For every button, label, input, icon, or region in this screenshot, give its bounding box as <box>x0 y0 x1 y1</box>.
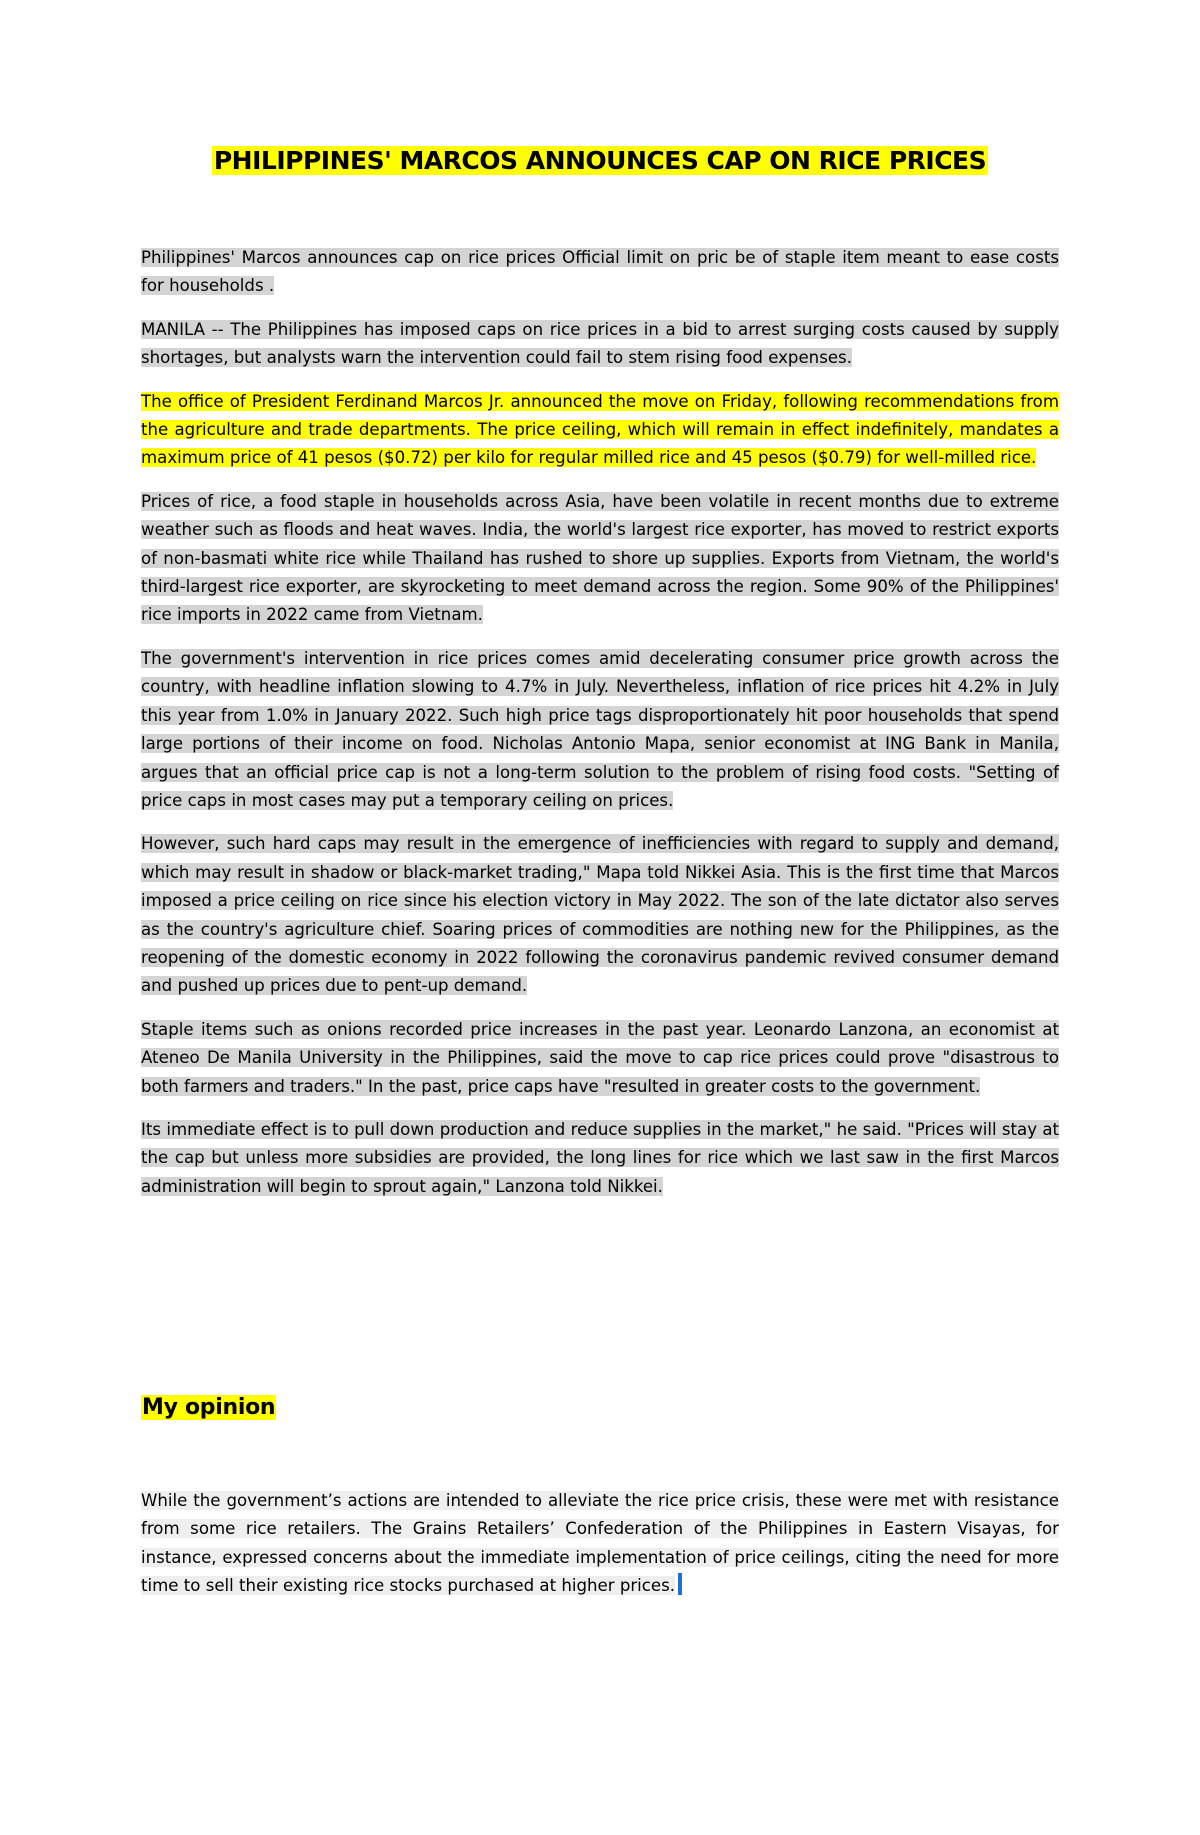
paragraph-text: The government's intervention in rice prices comes amid decelerating consumer price growth across the country, with headline inflation slowing to 4.7% in July. Nevertheless, inflation of rice prices hit 4.2% in July this year from 1.0% in January 2022. Such high price tags disproportionately hit poor households that spend large portions of their income on food. Nicholas Antonio Mapa, senior economist at ING Bank in Manila, argues that an official price cap is not a long-term solution to the problem of rising food costs. "Setting of price caps in most cases may put a temporary ceiling on prices. <box>141 648 1059 810</box>
opinion-section[interactable] <box>141 1487 1059 1616</box>
paragraph-text: Philippines' Marcos announces cap on rice prices Official limit on pric be of staple item meant to ease costs for households . <box>141 248 1059 296</box>
document-title-text: PHILIPPINES' MARCOS ANNOUNCES CAP ON RICE PRICES <box>213 146 987 175</box>
paragraph-text: Its immediate effect is to pull down production and reduce supplies in the market," he said. "Prices will stay at the cap but unless more subsidies are provided, the long lines for rice which we last saw in the first Marcos administration will begin to sprout again," Lanzona told Nikkei. <box>141 1119 1059 1196</box>
paragraph-text: MANILA -- The Philippines has imposed caps on rice prices in a bid to arrest surging costs caused by supply shortages, but analysts warn the intervention could fail to stem rising food expenses. <box>141 319 1059 368</box>
paragraph-summary <box>141 244 1059 301</box>
paragraph-text: Staple items such as onions recorded price increases in the past year. Leonardo Lanzona, an economist at Ateneo De Manila University in the Philippines, said the move to cap rice prices could prove "disastrous to both farmers and traders." In the past, price caps have "resulted in greater costs to the government. <box>141 1019 1059 1096</box>
paragraph-staple-items <box>141 1016 1059 1101</box>
paragraph-text: Prices of rice, a food staple in households across Asia, have been volatile in recent months due to extreme weather such as floods and heat waves. India, the world's largest rice exporter, has moved to restrict exports of non-basmati white rice while Thailand has rushed to shore up supplies. Exports from Vietnam, the world's third-largest rice exporter, are skyrocketing to meet demand across the region. Some 90% of the Philippines' rice imports in 2022 came from Vietnam. <box>141 491 1059 625</box>
paragraph-government-intervention <box>141 645 1059 815</box>
opinion-heading-text: My opinion <box>142 1395 276 1420</box>
paragraph-hard-caps <box>141 830 1059 1000</box>
opinion-heading <box>141 1393 276 1423</box>
paragraph-president-office <box>141 388 1059 473</box>
opinion-paragraph-text: While the government’s actions are intended to alleviate the rice price crisis, these were met with resistance from some rice retailers. The Grains Retailers’ Confederation of the Philippines in Eastern Visayas, for instance, expressed concerns about the immediate implementation of price ceilings, citing the need for more time to sell their existing rice stocks purchased at higher prices. <box>141 1491 1059 1596</box>
paragraph-text: However, such hard caps may result in the emergence of inefficiencies with regard to supply and demand, which may result in shadow or black-market trading," Mapa told Nikkei Asia. This is the first time that Marcos imposed a price ceiling on rice since his election victory in May 2022. The son of the late dictator also serves as the country's agriculture chief. Soaring prices of commodities are nothing new for the Philippines, as the reopening of the domestic economy in 2022 following the coronavirus pandemic revived consumer demand and pushed up prices due to pent-up demand. <box>141 834 1059 996</box>
paragraph-text: The office of President Ferdinand Marcos Jr. announced the move on Friday, following recommendations from the agriculture and trade departments. The price ceiling, which will remain in effect indefinitely, mandates a maximum price of 41 pesos ($0.72) per kilo for regular milled rice and 45 pesos ($0.79) for well-milled rice. <box>141 391 1059 468</box>
paragraph-manila-lead <box>141 316 1059 373</box>
article-body <box>141 244 1059 1216</box>
document-title <box>0 144 1200 178</box>
paragraph-immediate-effect <box>141 1116 1059 1201</box>
paragraph-rice-prices-asia <box>141 488 1059 630</box>
text-cursor <box>678 1573 682 1595</box>
opinion-paragraph[interactable] <box>141 1487 1059 1601</box>
